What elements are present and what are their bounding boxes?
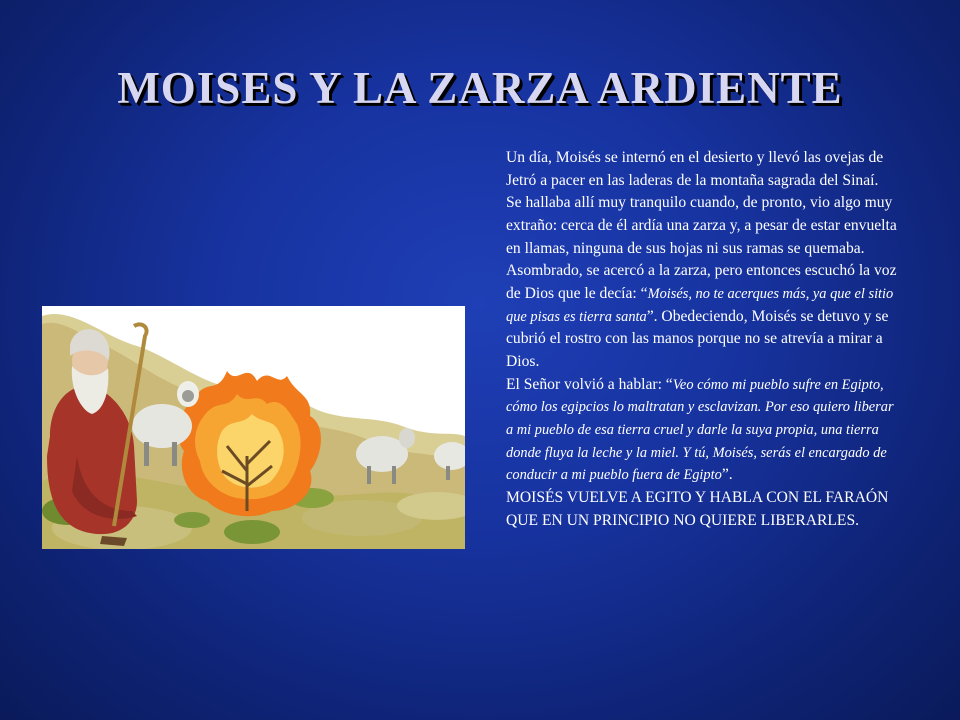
quoted-speech: Veo cómo mi pueblo sufre en Egipto, cómo los egipcios lo maltratan y esclavizan. Por eso quiero liberar a mi pueblo de esa tierra cruel y darle la suya propia, una tierra donde fluya la leche y la miel. Y tú, Moisés, serás el encargado de conducir a mi pueblo fuera de Egipto [506, 376, 894, 484]
narration-text: MOISÉS VUELVE A EGITO Y HABLA CON EL FARAÓN QUE EN UN PRINCIPIO NO QUIERE LIBERARLES. [506, 488, 889, 529]
quoted-speech: Moisés, no te acerques más, ya que el sitio que pisas es tierra santa [506, 285, 894, 325]
burning-bush [178, 371, 321, 516]
illustration-canvas [42, 306, 465, 549]
story-text [506, 147, 902, 532]
moses-burning-bush-illustration [42, 306, 465, 549]
slide-title: MOISES Y LA ZARZA ARDIENTE [117, 63, 843, 113]
story-paragraph [506, 374, 902, 487]
shrub [224, 520, 280, 544]
story-paragraph [506, 147, 902, 192]
narration-text: El Señor volvió a hablar: “ [506, 375, 673, 393]
story-paragraph [506, 487, 902, 532]
narration-text: ”. Obedeciendo, Moisés se detuvo y se cubrió el rostro con las manos porque no se atrevía a mirar a Dios. [506, 307, 889, 370]
narration-text: Un día, Moisés se internó en el desierto y llevó las ovejas de Jetró a pacer en las laderas de la montaña sagrada del Sinaí. [506, 149, 884, 189]
narration-text: ”. [721, 466, 733, 484]
narration-text: Se hallaba allí muy tranquilo cuando, de pronto, vio algo muy extraño: cerca de él ardía una zarza y, a pesar de estar envuelta en llamas, ninguna de sus hojas ni sus ramas se quemaba. Asombrado, se acercó a la zarza, pero entonces escuchó la voz de Dios que le decía: “ [506, 194, 897, 302]
story-paragraph [506, 192, 902, 373]
shrub [174, 512, 210, 528]
